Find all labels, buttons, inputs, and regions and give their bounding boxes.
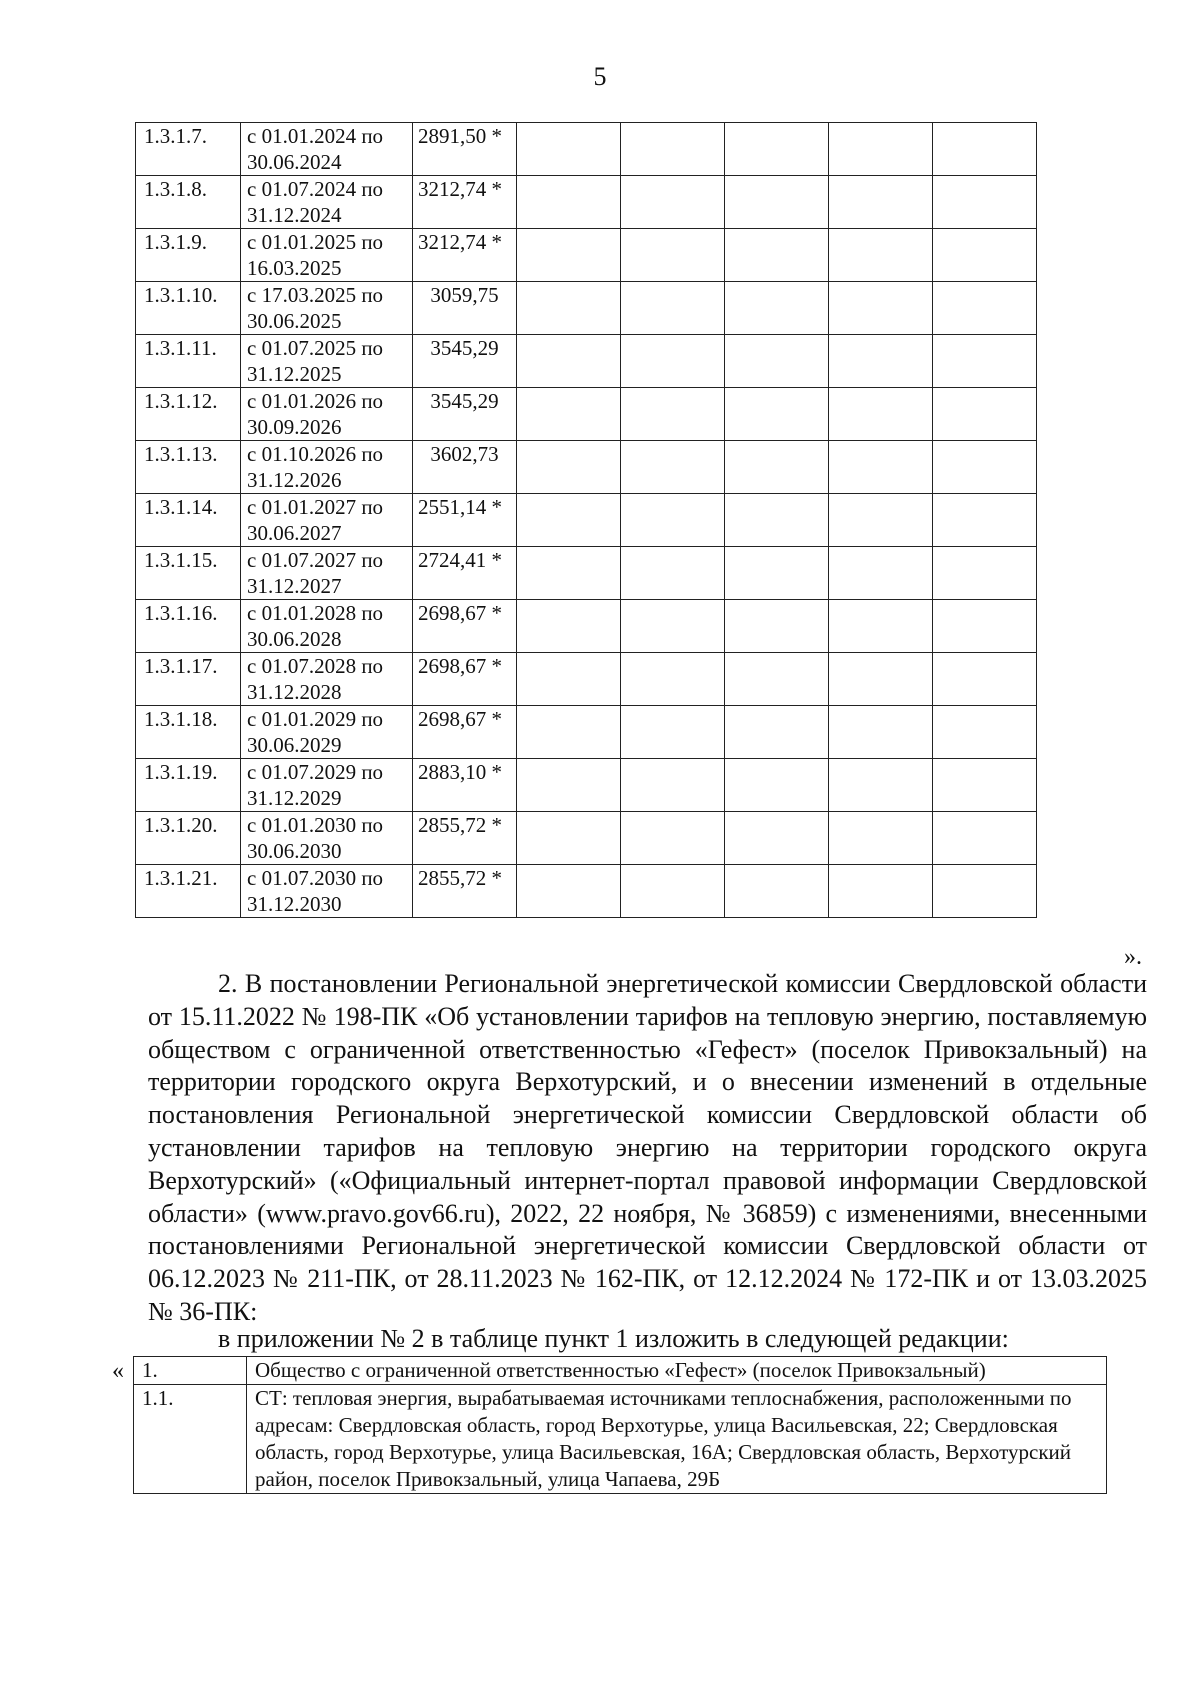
period-end: 30.06.2030 [247,839,342,863]
empty-cell [725,706,829,759]
empty-cell [621,706,725,759]
empty-cell [933,335,1037,388]
tariff-value-cell: 2855,72 * [413,812,517,865]
tariff-row [136,706,1037,759]
row-number-cell: 1.3.1.8. [136,176,241,229]
row-number-cell: 1.3.1.7. [136,123,241,176]
empty-cell [933,388,1037,441]
empty-cell [517,547,621,600]
tariff-row [136,547,1037,600]
empty-cell [517,123,621,176]
company-row-detail [134,1385,1107,1494]
empty-cell [829,812,933,865]
page-number: 5 [593,62,607,91]
empty-cell [621,176,725,229]
empty-cell [829,706,933,759]
tariff-value-cell: 3545,29 [413,388,517,441]
empty-cell [517,759,621,812]
empty-cell [829,176,933,229]
tariff-row [136,600,1037,653]
empty-cell [621,229,725,282]
empty-cell [933,865,1037,918]
empty-cell [621,441,725,494]
empty-cell [725,759,829,812]
tariff-row [136,653,1037,706]
empty-cell [933,441,1037,494]
tariff-row [136,123,1037,176]
period-start: с 01.07.2027 по [247,548,384,572]
tariff-row [136,441,1037,494]
empty-cell [829,547,933,600]
empty-cell [829,759,933,812]
period-end: 31.12.2028 [247,680,342,704]
period-cell [241,123,413,176]
period-start: с 01.10.2026 по [247,442,384,466]
tariff-table [135,122,1037,918]
row-number-cell: 1.3.1.14. [136,494,241,547]
period-end: 31.12.2030 [247,892,342,916]
opening-quote: « [112,1358,124,1384]
period-cell [241,176,413,229]
empty-cell [933,123,1037,176]
period-cell [241,812,413,865]
empty-cell [517,653,621,706]
period-end: 31.12.2027 [247,574,342,598]
tariff-row [136,282,1037,335]
empty-cell [621,335,725,388]
period-start: с 01.01.2025 по [247,230,384,254]
period-start: с 01.01.2030 по [247,813,384,837]
period-cell [241,865,413,918]
period-cell [241,441,413,494]
empty-cell [933,653,1037,706]
empty-cell [725,123,829,176]
period-cell [241,494,413,547]
empty-cell [725,653,829,706]
period-start: с 01.07.2024 по [247,177,384,201]
empty-cell [621,547,725,600]
instruction-line: в приложении № 2 в таблице пункт 1 изложить в следующей редакции: [218,1324,1009,1353]
empty-cell [725,865,829,918]
empty-cell [725,335,829,388]
period-start: с 01.01.2024 по [247,124,384,148]
empty-cell [933,229,1037,282]
empty-cell [621,759,725,812]
empty-cell [725,812,829,865]
period-end: 16.03.2025 [247,256,342,280]
company-row-header [134,1357,1107,1385]
empty-cell [933,176,1037,229]
empty-cell [829,388,933,441]
empty-cell [829,494,933,547]
empty-cell [829,229,933,282]
tariff-value-cell: 2891,50 * [413,123,517,176]
empty-cell [933,547,1037,600]
tariff-row [136,176,1037,229]
empty-cell [517,282,621,335]
empty-cell [933,600,1037,653]
empty-cell [517,600,621,653]
empty-cell [725,282,829,335]
empty-cell [517,335,621,388]
empty-cell [933,706,1037,759]
period-cell [241,282,413,335]
row-number-cell: 1.3.1.9. [136,229,241,282]
period-start: с 01.01.2027 по [247,495,384,519]
empty-cell [621,653,725,706]
period-start: с 01.07.2030 по [247,866,384,890]
period-cell [241,706,413,759]
company-row-num: 1. [134,1357,247,1385]
period-start: с 01.01.2028 по [247,601,384,625]
empty-cell [933,282,1037,335]
empty-cell [517,176,621,229]
empty-cell [725,441,829,494]
period-end: 31.12.2029 [247,786,342,810]
period-end: 30.06.2027 [247,521,342,545]
period-end: 30.06.2024 [247,150,342,174]
empty-cell [829,653,933,706]
tariff-value-cell: 3212,74 * [413,176,517,229]
period-end: 30.09.2026 [247,415,342,439]
tariff-value-cell: 2698,67 * [413,653,517,706]
row-number-cell: 1.3.1.17. [136,653,241,706]
period-start: с 01.07.2025 по [247,336,384,360]
tariff-value-cell: 2551,14 * [413,494,517,547]
empty-cell [829,123,933,176]
empty-cell [725,388,829,441]
empty-cell [725,229,829,282]
period-cell [241,335,413,388]
empty-cell [517,229,621,282]
period-end: 30.06.2025 [247,309,342,333]
empty-cell [517,812,621,865]
empty-cell [621,388,725,441]
empty-cell [621,812,725,865]
closing-quote: ». [1124,944,1142,970]
row-number-cell: 1.3.1.20. [136,812,241,865]
empty-cell [517,494,621,547]
company-description-cell: СТ: тепловая энергия, вырабатываемая источниками теплоснабжения, расположенными по адресам: Свердловская область, город Верхотурье, улица Васильевская, 22; Свердловская область, город Верхотурье, улица Васильевская, 16А; Свердловская область, Верхотурский район, поселок Привокзальный, улица Чапаева, 29Б [247,1385,1107,1494]
period-cell [241,547,413,600]
empty-cell [621,494,725,547]
empty-cell [829,282,933,335]
period-start: с 01.07.2028 по [247,654,384,678]
period-end: 30.06.2029 [247,733,342,757]
period-cell [241,653,413,706]
empty-cell [517,441,621,494]
company-table [133,1356,1107,1494]
period-end: 31.12.2026 [247,468,342,492]
tariff-value-cell: 2855,72 * [413,865,517,918]
tariff-row [136,494,1037,547]
period-start: с 01.07.2029 по [247,760,384,784]
empty-cell [517,388,621,441]
empty-cell [517,865,621,918]
tariff-table-body [136,123,1037,918]
tariff-value-cell: 3545,29 [413,335,517,388]
tariff-value-cell: 2883,10 * [413,759,517,812]
empty-cell [725,547,829,600]
company-row-num: 1.1. [134,1385,247,1494]
row-number-cell: 1.3.1.11. [136,335,241,388]
tariff-value-cell: 3602,73 [413,441,517,494]
empty-cell [829,441,933,494]
empty-cell [725,600,829,653]
period-end: 31.12.2025 [247,362,342,386]
tariff-row [136,388,1037,441]
tariff-value-cell: 3212,74 * [413,229,517,282]
empty-cell [621,600,725,653]
row-number-cell: 1.3.1.16. [136,600,241,653]
tariff-value-cell: 2724,41 * [413,547,517,600]
tariff-row [136,759,1037,812]
amendment-paragraph: 2. В постановлении Региональной энергетической комиссии Свердловской области от 15.11.2022 № 198-ПК «Об установлении тарифов на тепловую энергию, поставляемую обществом с ограниченной ответственностью «Гефест» (поселок Привокзальный) на территории городского округа Верхотурский, и о внесении изменений в отдельные постановления Региональной энергетической комиссии Свердловской области об установлении тарифов на тепловую энергию на территории городского округа Верхотурский» («Официальный интернет-портал правовой информации Свердловской области» (www.pravo.gov66.ru), 2022, 22 ноября, № 36859) с изменениями, внесенными постановлениями Региональной энергетической комиссии Свердловской области от 06.12.2023 № 211-ПК, от 28.11.2023 № 162-ПК, от 12.12.2024 № 172-ПК и от 13.03.2025 № 36-ПК: [148,969,1147,1326]
period-cell [241,388,413,441]
empty-cell [933,759,1037,812]
period-end: 30.06.2028 [247,627,342,651]
tariff-row [136,335,1037,388]
empty-cell [725,176,829,229]
row-number-cell: 1.3.1.15. [136,547,241,600]
period-cell [241,229,413,282]
row-number-cell: 1.3.1.21. [136,865,241,918]
empty-cell [621,282,725,335]
row-number-cell: 1.3.1.13. [136,441,241,494]
period-cell [241,600,413,653]
empty-cell [621,123,725,176]
period-start: с 17.03.2025 по [247,283,384,307]
empty-cell [621,865,725,918]
tariff-value-cell: 2698,67 * [413,600,517,653]
empty-cell [829,335,933,388]
empty-cell [933,494,1037,547]
row-number-cell: 1.3.1.12. [136,388,241,441]
period-end: 31.12.2024 [247,203,342,227]
period-start: с 01.01.2026 по [247,389,384,413]
period-start: с 01.01.2029 по [247,707,384,731]
empty-cell [829,865,933,918]
tariff-row [136,865,1037,918]
empty-cell [829,600,933,653]
row-number-cell: 1.3.1.10. [136,282,241,335]
period-cell [241,759,413,812]
empty-cell [933,812,1037,865]
tariff-row [136,229,1037,282]
tariff-row [136,812,1037,865]
tariff-value-cell: 3059,75 [413,282,517,335]
empty-cell [517,706,621,759]
empty-cell [725,494,829,547]
row-number-cell: 1.3.1.18. [136,706,241,759]
tariff-value-cell: 2698,67 * [413,706,517,759]
row-number-cell: 1.3.1.19. [136,759,241,812]
company-name-cell: Общество с ограниченной ответственностью «Гефест» (поселок Привокзальный) [247,1357,1107,1385]
